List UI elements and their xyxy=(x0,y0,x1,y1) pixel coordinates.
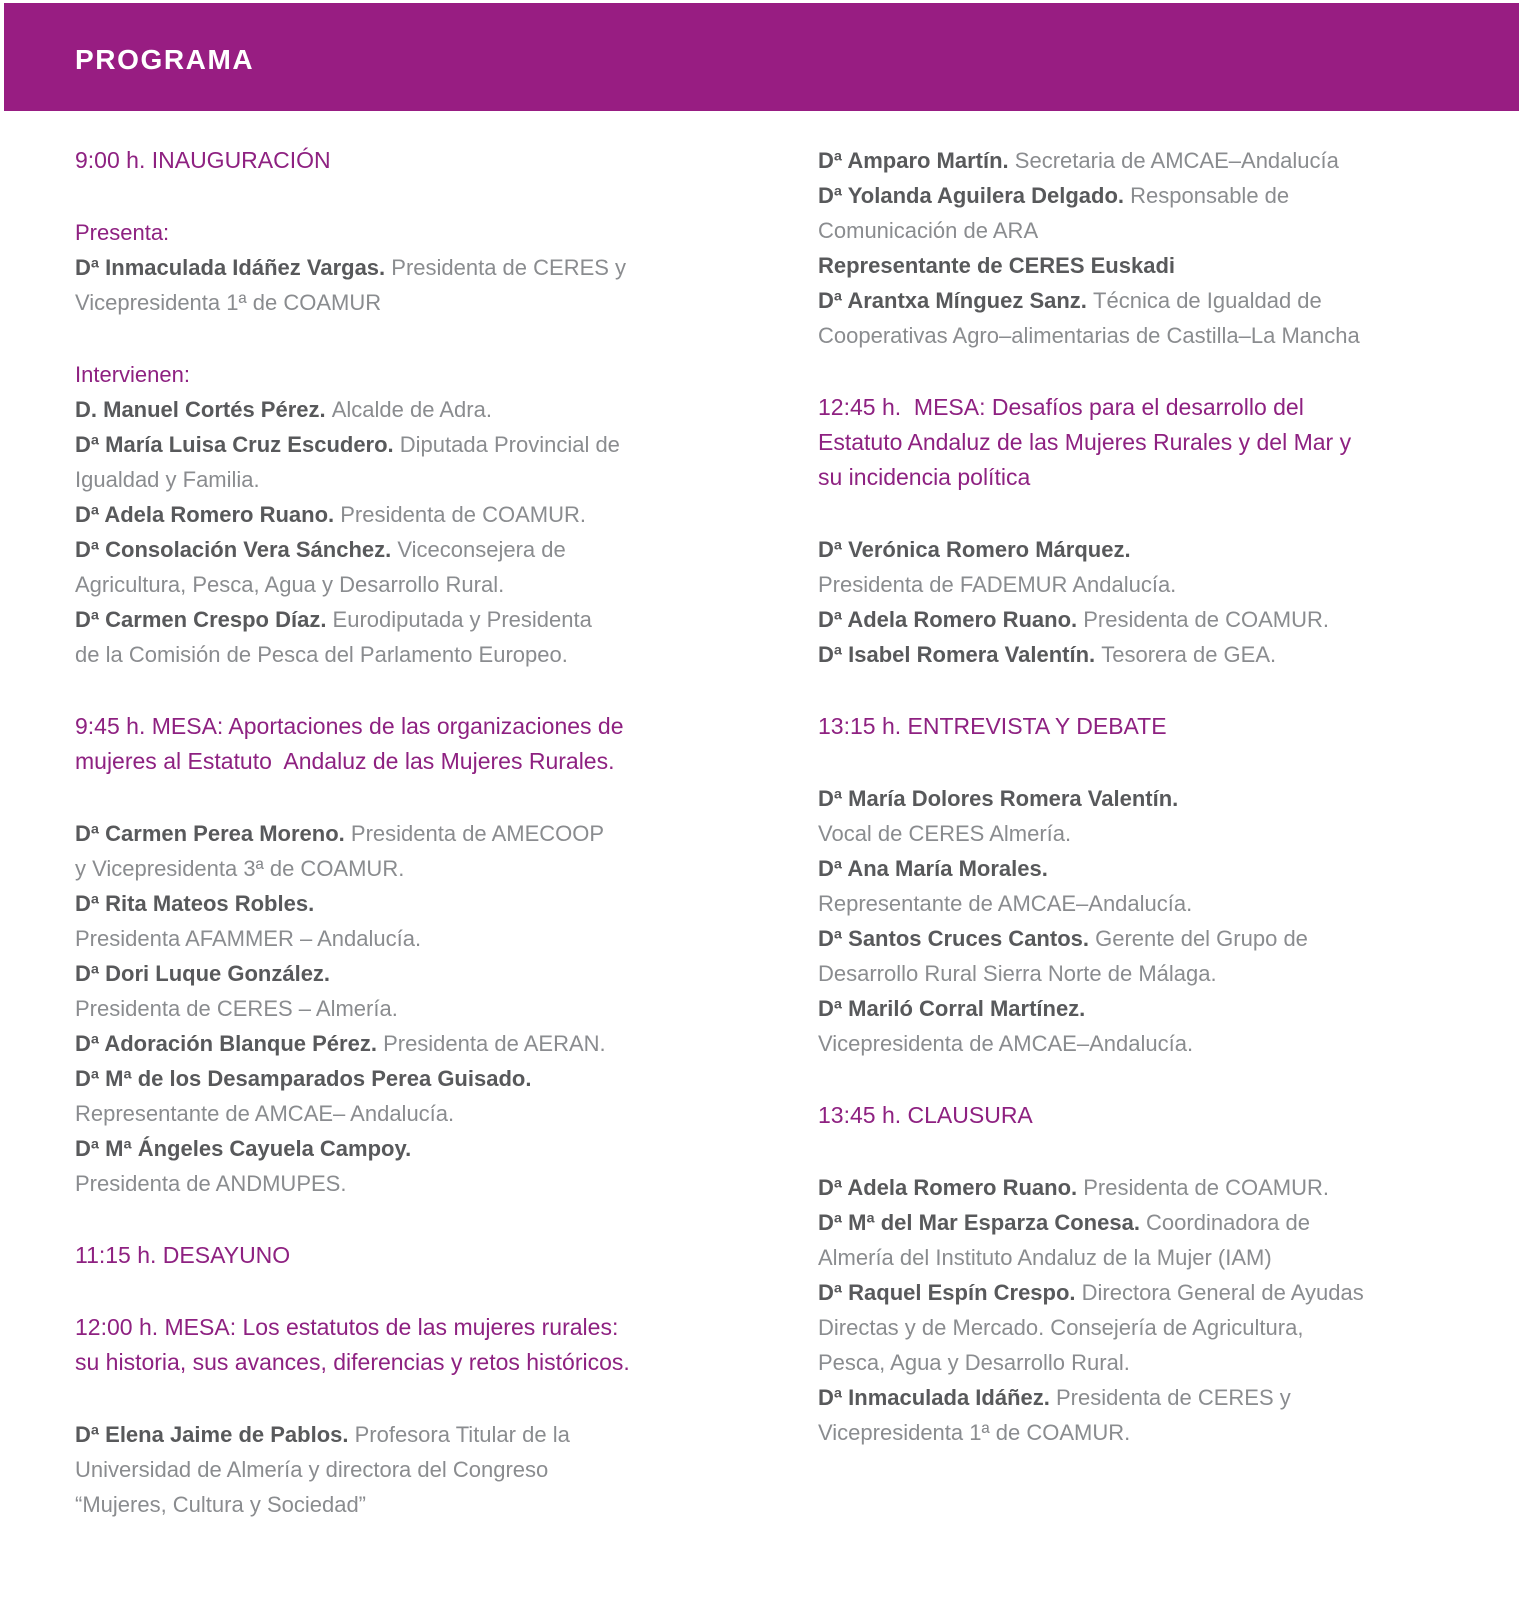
text-line xyxy=(75,532,740,567)
speaker-name: Dª Santos Cruces Cantos. xyxy=(818,926,1096,951)
speaker-name: Dª Arantxa Mínguez Sanz. xyxy=(818,288,1094,313)
text-line xyxy=(75,250,740,285)
speaker-role: Presidenta de CERES y xyxy=(391,255,627,280)
text-line xyxy=(818,425,1518,460)
left-column xyxy=(75,143,740,1522)
text-line xyxy=(75,1131,740,1166)
speaker-name: Dª Inmaculada Idáñez. xyxy=(818,1385,1056,1410)
speaker-name: Dª Verónica Romero Márquez. xyxy=(818,537,1131,562)
speaker-role: Cooperativas Agro–alimentarias de Castilla–La Mancha xyxy=(818,323,1360,348)
speaker-name: Dª Adoración Blanque Pérez. xyxy=(75,1031,384,1056)
speaker-role: Secretaria de AMCAE–Andalucía xyxy=(1014,148,1339,173)
section-label: su historia, sus avances, diferencias y retos históricos. xyxy=(75,1349,630,1375)
text-line xyxy=(75,1487,740,1522)
text-line xyxy=(818,1275,1518,1310)
right-column xyxy=(818,143,1518,1450)
speaker-name: Dª María Luisa Cruz Escudero. xyxy=(75,432,400,457)
text-line xyxy=(818,248,1518,283)
text-line xyxy=(75,567,740,602)
text-line xyxy=(818,637,1518,672)
speaker-role: Presidenta de AERAN. xyxy=(383,1031,606,1056)
speaker-role: Técnica de Igualdad de xyxy=(1093,288,1322,313)
page-title: PROGRAMA xyxy=(75,44,255,75)
speaker-role: Presidenta de FADEMUR Andalucía. xyxy=(818,572,1177,597)
text-line xyxy=(818,709,1518,744)
speaker-role: Representante de AMCAE– Andalucía. xyxy=(75,1101,455,1126)
speaker-name: Dª Carmen Perea Moreno. xyxy=(75,821,351,846)
text-line xyxy=(818,532,1518,567)
text-line xyxy=(818,213,1518,248)
session-1315-heading xyxy=(818,709,1518,744)
text-line xyxy=(75,637,740,672)
text-line xyxy=(75,602,740,637)
session-0900-heading xyxy=(75,143,740,178)
section-label: Presenta: xyxy=(75,220,170,245)
speaker-role: de la Comisión de Pesca del Parlamento Europeo. xyxy=(75,642,568,667)
text-line xyxy=(818,567,1518,602)
text-line xyxy=(75,921,740,956)
text-line xyxy=(818,956,1518,991)
speaker-role: Gerente del Grupo de xyxy=(1095,926,1308,951)
speaker-role: Comunicación de ARA xyxy=(818,218,1039,243)
speaker-role: Presidenta de COAMUR. xyxy=(1083,607,1330,632)
speaker-name: Dª Ana María Morales. xyxy=(818,856,1048,881)
speaker-role: Vicepresidenta 1ª de COAMUR xyxy=(75,290,382,315)
text-line xyxy=(818,886,1518,921)
text-line xyxy=(818,1310,1518,1345)
text-line xyxy=(818,1415,1518,1450)
text-line xyxy=(75,956,740,991)
session-1200-heading xyxy=(75,1310,740,1380)
speaker-name: Dª Consolación Vera Sánchez. xyxy=(75,537,398,562)
speaker-role: Vocal de CERES Almería. xyxy=(818,821,1072,846)
text-line xyxy=(818,178,1518,213)
section-label: 13:15 h. ENTREVISTA Y DEBATE xyxy=(818,713,1167,739)
section-label: 9:45 h. MESA: Aportaciones de las organizaciones de xyxy=(75,713,624,739)
speaker-role: y Vicepresidenta 3ª de COAMUR. xyxy=(75,856,405,881)
text-line xyxy=(818,1240,1518,1275)
text-line xyxy=(818,1026,1518,1061)
speaker-role: Presidenta de ANDMUPES. xyxy=(75,1171,347,1196)
speaker-name: Dª Amparo Martín. xyxy=(818,148,1015,173)
text-line xyxy=(75,709,740,744)
section-label: Estatuto Andaluz de las Mujeres Rurales y del Mar y xyxy=(818,429,1352,455)
text-line xyxy=(818,1380,1518,1415)
speaker-name: Dª Mariló Corral Martínez. xyxy=(818,996,1086,1021)
text-line xyxy=(75,143,740,178)
speaker-name: D. Manuel Cortés Pérez. xyxy=(75,397,332,422)
text-line xyxy=(75,1096,740,1131)
text-line xyxy=(75,1061,740,1096)
section-label: mujeres al Estatuto Andaluz de las Mujeres Rurales. xyxy=(75,748,615,774)
text-line xyxy=(75,462,740,497)
program-banner xyxy=(4,3,1519,111)
text-line xyxy=(75,215,740,250)
text-line xyxy=(818,991,1518,1026)
speaker-role: “Mujeres, Cultura y Sociedad” xyxy=(75,1492,367,1517)
speaker-name: Dª Dori Luque González. xyxy=(75,961,331,986)
text-line xyxy=(75,1166,740,1201)
text-line xyxy=(818,318,1518,353)
speaker-name: Dª Mª de los Desamparados Perea Guisado. xyxy=(75,1066,532,1091)
speaker-name: Dª María Dolores Romera Valentín. xyxy=(818,786,1179,811)
text-line xyxy=(818,283,1518,318)
speaker-role: Pesca, Agua y Desarrollo Rural. xyxy=(818,1350,1130,1375)
speaker-role: Presidenta de COAMUR. xyxy=(1083,1175,1330,1200)
text-line xyxy=(818,1098,1518,1133)
text-line xyxy=(75,497,740,532)
speaker-name: Dª Rita Mateos Robles. xyxy=(75,891,315,916)
speaker-role: Presidenta de CERES y xyxy=(1055,1385,1291,1410)
text-line xyxy=(75,1238,740,1273)
session-1345-speakers xyxy=(818,1170,1518,1450)
presenta-block xyxy=(75,215,740,320)
speaker-role: Profesora Titular de la xyxy=(354,1422,570,1447)
text-line xyxy=(75,1417,740,1452)
speaker-name: Dª Mª Ángeles Cayuela Campoy. xyxy=(75,1136,412,1161)
speaker-role: Agricultura, Pesca, Agua y Desarrollo Rural. xyxy=(75,572,505,597)
speaker-role: Tesorera de GEA. xyxy=(1101,642,1277,667)
text-line xyxy=(75,1345,740,1380)
session-1315-speakers xyxy=(818,781,1518,1061)
text-line xyxy=(75,1310,740,1345)
speaker-role: Viceconsejera de xyxy=(397,537,566,562)
text-line xyxy=(818,781,1518,816)
text-line xyxy=(818,460,1518,495)
speaker-name: Dª Mª del Mar Esparza Conesa. xyxy=(818,1210,1147,1235)
speaker-name: Dª Adela Romero Ruano. xyxy=(818,1175,1084,1200)
speaker-name: Dª Isabel Romera Valentín. xyxy=(818,642,1102,667)
session-1245-heading xyxy=(818,390,1518,495)
speaker-role: Responsable de xyxy=(1130,183,1290,208)
speaker-role: Vicepresidenta de AMCAE–Andalucía. xyxy=(818,1031,1194,1056)
speaker-role: Eurodiputada y Presidenta xyxy=(332,607,592,632)
speaker-role: Directas y de Mercado. Consejería de Agricultura, xyxy=(818,1315,1304,1340)
speaker-role: Representante de AMCAE–Andalucía. xyxy=(818,891,1193,916)
text-line xyxy=(75,392,740,427)
text-line xyxy=(75,816,740,851)
section-label: 12:00 h. MESA: Los estatutos de las mujeres rurales: xyxy=(75,1314,619,1340)
text-line xyxy=(818,921,1518,956)
text-line xyxy=(818,143,1518,178)
text-line xyxy=(75,851,740,886)
speaker-role: Presidenta de COAMUR. xyxy=(340,502,587,527)
text-line xyxy=(75,427,740,462)
session-0945-speakers xyxy=(75,816,740,1201)
section-label: Intervienen: xyxy=(75,362,190,387)
section-label: 13:45 h. CLAUSURA xyxy=(818,1102,1033,1128)
speaker-name: Dª Carmen Crespo Díaz. xyxy=(75,607,333,632)
text-line xyxy=(75,991,740,1026)
speaker-name: Dª Yolanda Aguilera Delgado. xyxy=(818,183,1131,208)
section-label: su incidencia política xyxy=(818,464,1031,490)
speaker-name: Dª Adela Romero Ruano. xyxy=(75,502,341,527)
text-line xyxy=(75,1026,740,1061)
speaker-name: Dª Raquel Espín Crespo. xyxy=(818,1280,1082,1305)
speaker-role: Diputada Provincial de xyxy=(399,432,620,457)
speaker-role: Presidenta AFAMMER – Andalucía. xyxy=(75,926,422,951)
intervienen-block xyxy=(75,357,740,672)
text-line xyxy=(75,886,740,921)
speaker-role: Presidenta de AMECOOP xyxy=(350,821,605,846)
text-line xyxy=(75,1452,740,1487)
text-line xyxy=(75,357,740,392)
text-line xyxy=(818,1345,1518,1380)
speaker-role: Universidad de Almería y directora del Congreso xyxy=(75,1457,549,1482)
section-label: 11:15 h. DESAYUNO xyxy=(75,1242,291,1268)
text-line xyxy=(75,744,740,779)
speaker-name: Representante de CERES Euskadi xyxy=(818,253,1176,278)
text-line xyxy=(818,1170,1518,1205)
speaker-role: Presidenta de CERES – Almería. xyxy=(75,996,398,1021)
speaker-role: Igualdad y Familia. xyxy=(75,467,260,492)
section-label: 12:45 h. MESA: Desafíos para el desarrollo del xyxy=(818,394,1304,420)
session-1115-heading xyxy=(75,1238,740,1273)
text-line xyxy=(818,602,1518,637)
text-line xyxy=(818,816,1518,851)
text-line xyxy=(818,1205,1518,1240)
section-label: 9:00 h. INAUGURACIÓN xyxy=(75,147,331,173)
speaker-name: Dª Adela Romero Ruano. xyxy=(818,607,1084,632)
speaker-role: Coordinadora de xyxy=(1146,1210,1310,1235)
speaker-role: Almería del Instituto Andaluz de la Mujer (IAM) xyxy=(818,1245,1272,1270)
speaker-name: Dª Elena Jaime de Pablos. xyxy=(75,1422,355,1447)
speaker-role: Alcalde de Adra. xyxy=(331,397,492,422)
speaker-role: Directora General de Ayudas xyxy=(1081,1280,1364,1305)
speaker-name: Dª Inmaculada Idáñez Vargas. xyxy=(75,255,392,280)
session-1200-speakers xyxy=(75,1417,740,1522)
session-1345-heading xyxy=(818,1098,1518,1133)
session-1245-speakers xyxy=(818,532,1518,672)
session-0945-heading xyxy=(75,709,740,779)
text-line xyxy=(818,390,1518,425)
inauguracion-speakers-continued xyxy=(818,143,1518,353)
speaker-role: Vicepresidenta 1ª de COAMUR. xyxy=(818,1420,1131,1445)
text-line xyxy=(75,285,740,320)
text-line xyxy=(818,851,1518,886)
speaker-role: Desarrollo Rural Sierra Norte de Málaga. xyxy=(818,961,1217,986)
